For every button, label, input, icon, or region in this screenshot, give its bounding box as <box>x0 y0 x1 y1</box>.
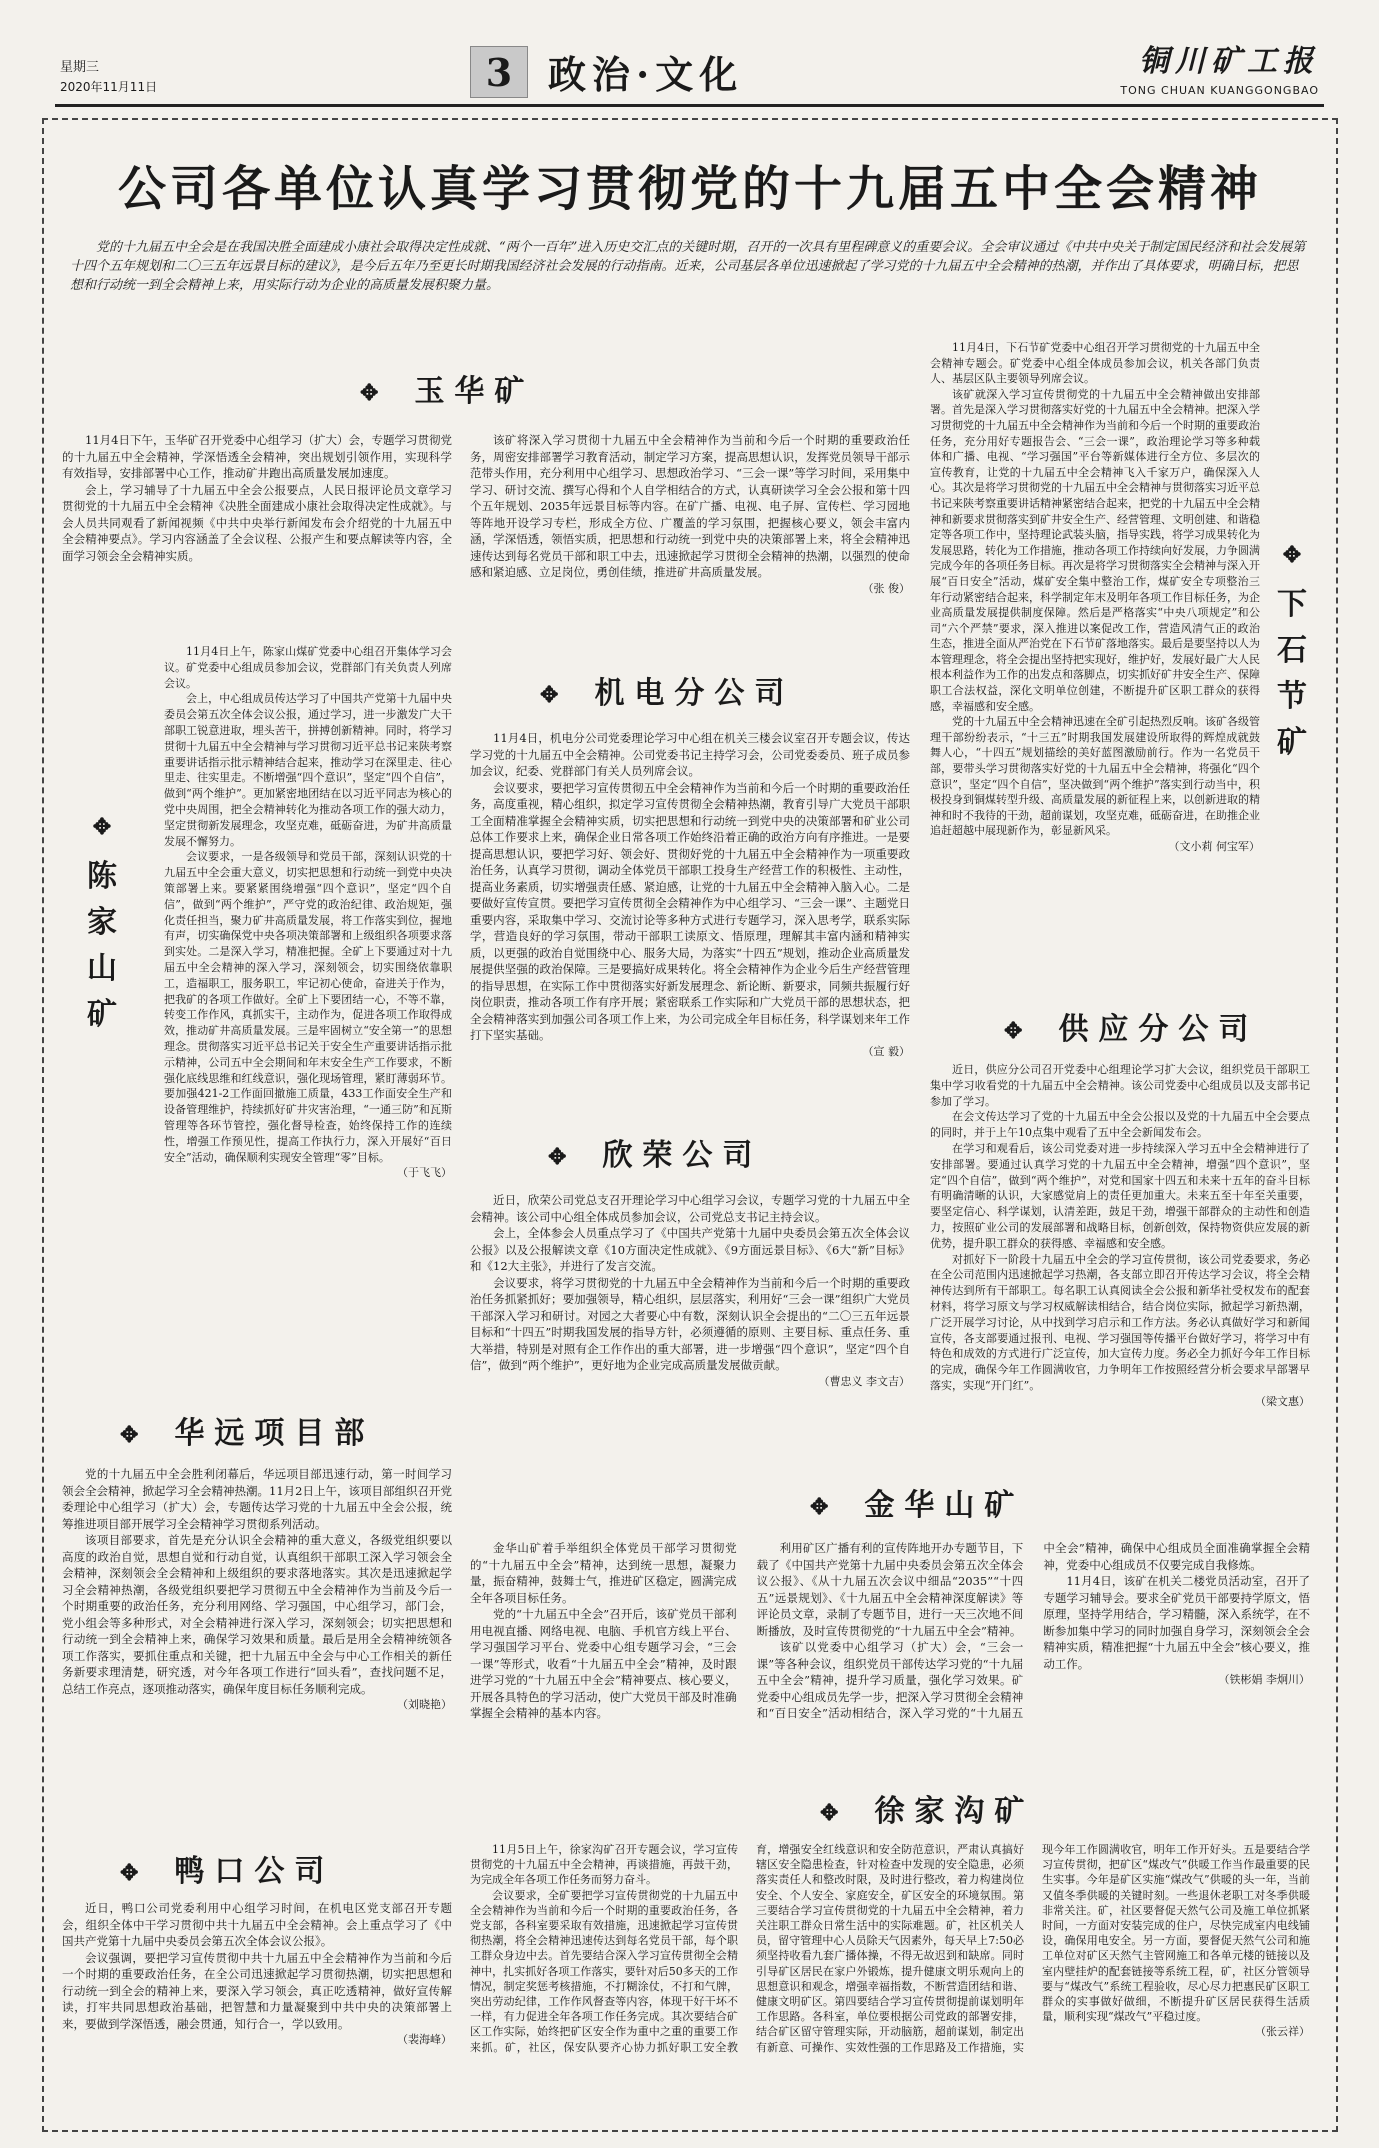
page-number: 3 <box>470 46 528 98</box>
section-heading-xiashijie: ✥ 下石节矿 <box>1272 540 1312 766</box>
diamond-icon: ✥ <box>540 682 569 708</box>
article-jidian: 11月4日，机电分公司党委理论学习中心组在机关三楼会议室召开专题会议，传达学习党的十九届五中全会精神。公司党委书记主持学习会，公司党委委员、班子成员参加会议，纪委、党群部门有关人员列席会议。 会议要求，要把学习宣传贯彻五中全会精神作为当前和今后一个时期的重要政治任务，高度重视，精心组织，拟定学习宣传贯彻全会精神热潮，教育引导广大党员干部职工全面精准掌握全会精神实质，切实把思想和行动统一到党中央的决策部署和矿业公司总体工作要求上来，确保企业日常各项工作始终沿着正确的政治方向有序推进。一是要提高思想认识，要把学习好、领会好、贯彻好党的十九届五中全会精神作为一项重要政治任务，认真学习贯彻，调动全体党员干部职工投身生产经营工作的积极性、主动性，提高业务素质，切实增强责任感、紧迫感，让党的十九届五中全会精神入脑入心。二是要做好宣传宣贯。要把学习宣传贯彻全会精神作为中心组学习、“三会一课”、主题党日重要内容，采取集中学习、交流讨论等多种方式进行专题学习，深入思考学，联系实际学，营造良好的学习氛围，带动干部职工读原文、悟原理，理解其丰富内涵和精神实质，以更强的政治自觉围绕中心、服务大局，为落实“十四五”规划，推动企业高质量发展提供坚强的政治保障。三是要搞好成果转化。将全会精神作为企业今后生产经营管理的指导思想，在实际工作中贯彻落实好新发展理念、新论断、新要求，同频共振履行好岗位职责，推动各项工作有序开展；紧密联系工作实际和广大党员干部的思想状态，把全会精神落实到加强公司各项工作上来，为公司完成全年目标任务，科学谋划来年工作打下坚实基础。 （宣 毅） <box>470 731 910 1058</box>
section-heading-yuhua: ✥ 玉华矿 <box>360 374 535 409</box>
masthead <box>0 0 1379 110</box>
section-heading-jinhuashan: ✥ 金华山矿 <box>810 1488 1025 1523</box>
diamond-icon: ✥ <box>120 1860 149 1886</box>
section-heading-huayuan: ✥ 华远项目部 <box>120 1416 375 1451</box>
section-heading-chenjiashan: ✥ 陈家山矿 <box>82 812 122 1038</box>
article-jinhuashan: 金华山矿着手举组织全体党员干部学习贯彻党的“十九届五中全会”精神，达到统一思想，凝聚力量，振奋精神，鼓舞士气，推进矿区稳定，圆满完成全年各项目标任务。 党的“十九届五中全会”召开后，该矿党员干部利用电视直播、网络电视、电脑、手机官方线上平台、学习强国学习平台、党委中心组专题学习会，“三会一课”等形式，收看“十九届五中全会”精神，及时跟进学习党的“十九届五中全会”精神要点、核心要义，开展各具特色的学习活动，使广大党员干部及时准确掌握全会精神的基本内容。 利用矿区广播有利的宣传阵地开办专题节目，下载了《中国共产党第十九届中央委员会第五次全体会议公报》、《从十九届五次会议中细品“2035”“十四五”远景规划》、《十九届五中全会精神深度解读》等评论员文章，录制了专题节目，进行一天三次地不间断播放，及时宣传贯彻党的“十九届五中全会”精神。 该矿以党委中心组学习（扩大）会，“三会一课”等各种会议，组织党员干部传达学习党的“十九届五中全会”精神，提升学习质量，强化学习效果。矿党委中心组成员先学一步，把深入学习贯彻全会精神和“百日安全”活动相结合，深入学习党的“十九届五中全会”精神，确保中心组成员全面准确掌握全会精神，党委中心组成员不仅要完成自我修炼。 11月4日，该矿在机关二楼党员活动室，召开了专题学习辅导会。要求全矿党员干部要持学原文，悟原理，坚持学用结合，学习精髓，深入系统学，在不断参加集中学习的同时加强自身学习，深刻领会全会精神实质，精准把握“十九届五中全会”核心要义，推动工作。 （铁彬娟 李炯川） <box>470 1541 1310 1720</box>
issue-date: 2020年11月11日 <box>60 80 158 94</box>
section-heading-jidian: ✥ 机电分公司 <box>540 676 795 711</box>
article-gongying: 近日，供应分公司召开党委中心组理论学习扩大会议，组织党员干部职工集中学习收看党的十九届五中全会精神。该公司党委中心组成员以及支部书记参加了学习。 在会文传达学习了党的十九届五中全会公报以及党的十九届五中全会要点的同时，并于上午10点集中观看了五中全会新闻发布会。 在学习和观看后，该公司党委对进一步持续深入学习五中全会精神进行了安排部署。要通过认真学习党的十九届五中全会精神，增强“四个意识”，坚定“四个自信”，做到“两个维护”，对党和国家十四五和未来十五年的奋斗目标有明确清晰的认识，大家感觉肩上的责任更加重大。未来五至十年至关重要，要坚定信心、科学谋划，认清差距，鼓足干劲，增强干部群众的主动性和创造力，按照矿业公司的发展部署和战略目标，创新创效，保持物资供应发展的新优势，提升职工群众的获得感、幸福感和安全感。 对抓好下一阶段十九届五中全会的学习宣传贯彻，该公司党委要求，务必在全公司范围内迅速掀起学习热潮，各支部立即召开传达学习会议，将全会精神传达到所有干部职工。每名职工认真阅读全会公报和新华社受权发布的配套材料，将学习原文与学习权威解读相结合，结合岗位实际，掀起学习新热潮，广泛开展学习讨论，从中找到学习启示和工作方法。务必认真做好学习和新闻宣传，各支部要通过报刊、电视、学习强国等传播平台做好学习，将学习中有特色和成效的方式进行广泛宣传，加大宣传力度。务必全力抓好今年工作目标的完成，确保今年工作圆满收官，力争明年工作按照经营分析会要求早部署早落实，实现“开门红”。 （梁文惠） <box>930 1063 1310 1408</box>
page-headline: 公司各单位认真学习贯彻党的十九届五中全会精神 <box>117 161 1262 217</box>
section-heading-yakou: ✥ 鸭口公司 <box>120 1854 335 1889</box>
diamond-icon: ✥ <box>360 380 389 406</box>
article-yakou: 近日，鸭口公司党委利用中心组学习时间，在机电区党支部召开专题会，组织全体中干学习贯彻中共十九届五中全会精神。会上重点学习了《中国共产党第十九届中央委员会第五次全体会议公报》。 会议强调，要把学习宣传贯彻中共十九届五中全会精神作为当前和今后一个时期的重要政治任务，在全公司迅速掀起学习贯彻热潮，切实把思想和行动统一到全会的精神上来，要深入学习领会，真正吃透精神，做好宣传解读，打牢共同思想政治基础，把智慧和力量凝聚到中共中央的决策部署上来，要做到学深悟透，融会贯通，知行合一，学以致用。 （裴海峰） <box>62 1901 452 2046</box>
diamond-icon: ✥ <box>820 1800 849 1826</box>
paper-name: 铜川矿工报 <box>1139 44 1319 79</box>
article-xiashijie: 11月4日，下石节矿党委中心组召开学习贯彻党的十九届五中全会精神专题会。矿党委中心组全体成员参加会议，机关各部门负责人、基层区队主要领导列席会议。 该矿就深入学习宣传贯彻党的十九届五中全会精神做出安排部署。首先是深入学习贯彻落实好党的十九届五中全会精神。把深入学习贯彻党的十九届五中全会精神作为当前和今后一个时期的重要政治任务，充分用好专题报告会、“三会一课”，政治理论学习等多种载体和广播、电视、“学习强国”平台等新媒体进行全方位、多层次的宣传教育，让党的十九届五中全会精神飞入千家万户，确保深入人心。其次是将学习贯彻党的十九届五中全会精神与贯彻落实习近平总书记来陕考察重要讲话精神紧密结合起来，把党的十九届五中全会精神和新要求贯彻落实到矿井安全生产、经营管理、文明创建、和谐稳定等各项工作中，坚持理论武装头脑，指导实践，将学习成果转化为发展思路，转化为工作措施，推动各项工作持续向好发展，力争圆满完成今年的各项任务目标。再次是将学习贯彻落实全会精神与深入开展“百日安全”活动，煤矿安全集中整治工作，煤矿安全专项整治三年行动紧密结合起来，科学制定年末及明年各项工作目标任务，为企业高质量发展提供制度保障。然后是严格落实“中央八项规定”和公司“六个严禁”要求，深入推进以案促改工作，营造风清气正的政治生态，推进全面从严治党在下石节矿落地落实。最后是要坚持以人为本管理理念，将全会提出坚持把实现好，维护好，发展好最广大人民根本利益作为工作的出发点和落脚点，切实抓好矿井安全生产、保障职工合法权益，深化文明单位创建，不断提升矿区职工群众的获得感，幸福感和安全感。 党的十九届五中全会精神迅速在全矿引起热烈反响。该矿各级管理干部纷纷表示，“十三五”时期我国发展建设所取得的辉煌成就鼓舞人心，“十四五”规划描绘的美好蓝图激励前行。作为一名党员干部，要带头学习贯彻落实好党的十九届五中全会精神，将强化“四个意识”，坚定“四个自信”，坚决做到“两个维护”落实到行动当中，积极投身到铜煤转型升级、高质量发展的新征程上来，以创新进取的精神和时不我待的干劲，超前谋划，攻坚克难，砥砺奋进，在助推企业追赶超越中展现新作为，彰显新风采。 （文小莉 何宝军） <box>930 341 1260 853</box>
section-title: 政治·文化 <box>548 52 744 97</box>
section-heading-gongying: ✥ 供应分公司 <box>1004 1012 1259 1047</box>
diamond-icon: ✥ <box>92 814 112 840</box>
diamond-icon: ✥ <box>548 1144 577 1170</box>
weekday: 星期三 <box>60 60 100 75</box>
paper-name-en: TONG CHUAN KUANGGONGBAO <box>1120 84 1319 97</box>
article-chenjiashan: 11月4日上午，陈家山煤矿党委中心组召开集体学习会议。矿党委中心组成员参加会议，党群部门有关负责人列席会议。 会上，中心组成员传达学习了中国共产党第十九届中央委员会第五次全体会议公报，通过学习，进一步激发广大干部职工锐意进取，埋头苦干，拼搏创新精神。同时，将学习贯彻十九届五中全会精神与学习贯彻习近平总书记来陕考察重要讲话指示批示精神结合起来，推动学习在深里走、往心里走、往实里走。不断增强“四个意识”，坚定“四个自信”，做到“两个维护”。更加紧密地团结在以习近平同志为核心的党中央周围，把全会精神转化为推动各项工作的强大动力，坚定贯彻新发展理念，攻坚克难，砥砺奋进，为矿井高质量发展不懈努力。 会议要求，一是各级领导和党员干部，深刻认识党的十九届五中全会重大意义，切实把思想和行动统一到党中央决策部署上来。要紧紧围绕增强“四个意识”，坚定“四个自信”，做到“两个维护”，严守党的政治纪律、政治规矩，强化责任担当，聚力矿井高质量发展，将工作落实到位，握地有声，切实确保党中央各项决策部署和上级组织各项要求落到实处。二是深入学习，精准把握。全矿上下要通过对十九届五中全会精神的深入学习，深刻领会，切实围绕依靠职工，造福职工，服务职工，牢记初心使命，奋进关于作为，把我矿的各项工作做好。全矿上下要团结一心，不等不靠，转变工作作风，真抓实干，主动作为，促进各项工作取得成效，推动矿井高质量发展。三是牢固树立“安全第一”的思想理念。贯彻落实习近平总书记关于安全生产重要讲话指示批示精神，公司五中全会期间和年末安全生产工作要求，不断强化底线思维和红线意识，强化现场管理，紧盯薄弱环节。要加强421-2工作面回撤施工质量，433工作面安全生产和设备管理维护，持续抓好矿井灾害治理，“一通三防”和瓦斯管理等各环节管控，强化督导检查，始终保持工作的连续性，增强工作预见性，提高工作执行力，深入开展好“百日安全”活动，确保顺利实现安全管理“零”目标。 （于飞飞） <box>164 645 452 1180</box>
article-huayuan: 党的十九届五中全会胜利闭幕后，华远项目部迅速行动，第一时间学习领会全会精神，掀起学习全会精神热潮。11月2日上午，该项目部组织召开党委理论中心组学习（扩大）会，专题传达学习党的十九届五中全会公报，统筹推进项目部开展学习全会精神学习贯彻系列活动。 该项目部要求，首先是充分认识全会精神的重大意义，各级党组织要以高度的政治自觉，思想自觉和行动自觉，认真组织干部职工深入学习领会全会精神，深刻领会全会精神和上级组织的要求落地落实。其次是迅速掀起学习全会精神热潮，各级党组织要把学习贯彻五中全会精神作为当前及今后一个时期重要的政治任务，充分利用网络、学习强国，中心组学习，部门会，党小组会等多种形式，对全会精神进行深入学习，深刻领会；切实把思想和行动统一到全会精神上来，确保学习效果和质量。最后是用全会精神统领各项工作落实，要抓住重点和关键，把十九届五中全会与中心工作相关的新任务新要求理清楚，研究透，对今年各项工作进行“回头看”，查找问题不足，总结工作亮点，逐项推动落实，确保年度目标任务顺利完成。 （刘晓艳） <box>62 1467 452 1711</box>
diamond-icon: ✥ <box>1282 542 1302 568</box>
article-xinrong: 近日，欣荣公司党总支召开理论学习中心组学习会议，专题学习党的十九届五中全会精神。该公司中心组全体成员参加会议，公司党总支书记主持会议。 会上，全体参会人员重点学习了《中国共产党第十九届中央委员会第五次全体会议公报》以及公报解读文章《10方面决定性成就》、《9方面远景目标》、《6大“新”目标》和《12大主张》，并进行了发言交流。 会议要求，将学习贯彻党的十九届五中全会精神作为当前和今后一个时期的重要政治任务抓紧抓好；要加强领导，精心组织，层层落实，利用好“三会一课”组织广大党员干部深入学习和研讨。对园之大者要心中有数，深刻认识全会提出的“二〇三五年远景目标和“十四五”时期我国发展的指导方针，必须遵循的原则、主要目标、重点任务、重大举措，特别是对照有企工作作出的重大部署，进一步增强“四个意识”，坚定“四个自信”，做到“两个维护”，更好地为企业完成高质量发展做贡献。 （曹忠义 李文吉） <box>470 1193 910 1388</box>
diamond-icon: ✥ <box>120 1422 149 1448</box>
section-heading-xinrong: ✥ 欣荣公司 <box>548 1138 763 1173</box>
diamond-icon: ✥ <box>1004 1018 1033 1044</box>
article-xujiagou: 11月5日上午，徐家沟矿召开专题会议，学习宣传贯彻党的十九届五中全会精神，再谈措施，再鼓干劲，为完成全年各项工作任务而努力奋斗。 会议要求，全矿要把学习宣传贯彻党的十九届五中全会精神作为当前和今后一个时期的重要政治任务，各党支部，各科室要采取有效措施，迅速掀起学习宣传贯彻热潮，将全会精神迅速传达到每名党员干部，每个职工群众身边中去。首先要结合深入学习宣传贯彻全会精神中，扎实抓好各项工作落实，要针对后50多天的工作情况，制定奖惩考核措施，不打糊涂仗，不打和气牌，突出劳动纪律，工作作风督查等内容，体现干好干坏不一样，有力促进全年各项工作任务完成。其次要结合矿区工作实际，始终把矿区安全作为重中之重的重要工作来抓。矿，社区，保安队要齐心协力抓好职工安全教育，增强安全红线意识和安全防范意识，严肃认真搞好辖区安全隐患检查，针对检查中发现的安全隐患，必须落实责任人和整改时限，及时进行整改，着力构建岗位安全、个人安全、家庭安全，矿区安全的环境氛围。第三要结合学习宣传贯彻党的十九届五中全会精神，着力关注职工群众日常生活中的实际难题。矿，社区机关人员，留守管理中心人员除天气因素外，每天早上7:50必须坚持收看九套广播体操，不得无故迟到和缺席。同时引导矿区居民在家户外锻炼，提升健康文明乐观向上的思想意识和观念，增强幸福指数，不断营造团结和谐、健康文明矿区。第四要结合学习宣传贯彻提前谋划明年工作思路。各科室，单位要根据公司党政的部署安排，结合矿区留守管理实际，开动脑筋，超前谋划，制定出有新意、可操作、实效性强的工作思路及工作措施，实现今年工作圆满收官，明年工作开好头。五是要结合学习宣传贯彻，把矿区“煤改气”供暖工作当作最重要的民生实事。今年是矿区实施“煤改气”供暖的头一年，当前又值冬季供暖的关键时刻。一些退休老职工对冬季供暖非常关注。矿，社区要督促天然气公司及施工单位抓紧时间，一方面对安装完成的住户，尽快完成室内电线铺设，确保用电安全。另一方面，要督促天然气公司和施工单位对矿区天然气主管网施工和各单元楼的链接以及室内壁挂炉的配套链接等系统工程，矿，社区分管领导要与“煤改气”系统工程验收，尽心尽力把惠民矿区职工群众的实事做好做细，不断提升矿区居民获得生活质量，顺利实现“煤改气”平稳过度。 （张云祥） <box>470 1843 1310 2054</box>
lead-paragraph: 党的十九届五中全会是在我国决胜全面建成小康社会取得决定性成就、“两个一百年”进入历史交汇点的关键时期，召开的一次具有里程碑意义的重要会议。全会审议通过《中共中央关于制定国民经济和社会发展第十四个五年规划和二〇三五年远景目标的建议》，是今后五年乃至更长时期我国经济社会发展的行动指南。近来，公司基层各单位迅速掀起了学习党的十九届五中全会精神的热潮，并作出了具体要求，明确目标，把思想和行动统一到全会精神上来，用实际行动为企业的高质量发展积聚力量。 <box>70 240 1306 293</box>
section-heading-xujiagou: ✥ 徐家沟矿 <box>820 1794 1035 1829</box>
article-yuhua-col2: 该矿将深入学习贯彻十九届五中全会精神作为当前和今后一个时期的重要政治任务，周密安排部署学习教育活动，制定学习方案，提高思想认识，发挥党员领导干部示范带头作用，充分利用中心组学习、思想政治学习、“三会一课”等学习时间，采用集中学习、研讨交流、撰写心得和个人自学相结合的方式，认真研读学习全会公报和第十四个五年规划、2035年远景目标等内容。在矿广播、电视、电子屏、宣传栏、学习园地等阵地开设学习专栏，形成全方位、广覆盖的学习氛围，把握核心要义，领会丰富内涵，学深悟透，领悟实质，把思想和行动统一到党中央的决策部署上来，将全会精神迅速传达到每名党员干部和职工中去，迅速掀起学习贯彻全会精神的热潮，以强烈的使命感和紧迫感、立足岗位，勇创佳绩，推进矿井高质量发展。 （张 俊） <box>470 433 910 595</box>
header-rule <box>55 104 1324 107</box>
diamond-icon: ✥ <box>810 1494 839 1520</box>
article-yuhua-col1: 11月4日下午，玉华矿召开党委中心组学习（扩大）会，专题学习贯彻党的十九届五中全会精神，学深悟透全会精神，突出规划引领作用，实现科学有效指导，安排部署中心工作，推动矿井跑出高质量发展加速度。 会上，学习辅导了十九届五中全会公报要点，人民日报评论员文章学习贯彻党的十九届五中全会精神《决胜全面建成小康社会取得决定性成就》。与会人员共同观看了新闻视频《中共中央举行新闻发布会介绍党的十九届五中全会精神要点》。学习内容涵盖了全会议程、公报产生和要点解读等内容，全面学习领会全会精神实质。 <box>62 433 452 563</box>
